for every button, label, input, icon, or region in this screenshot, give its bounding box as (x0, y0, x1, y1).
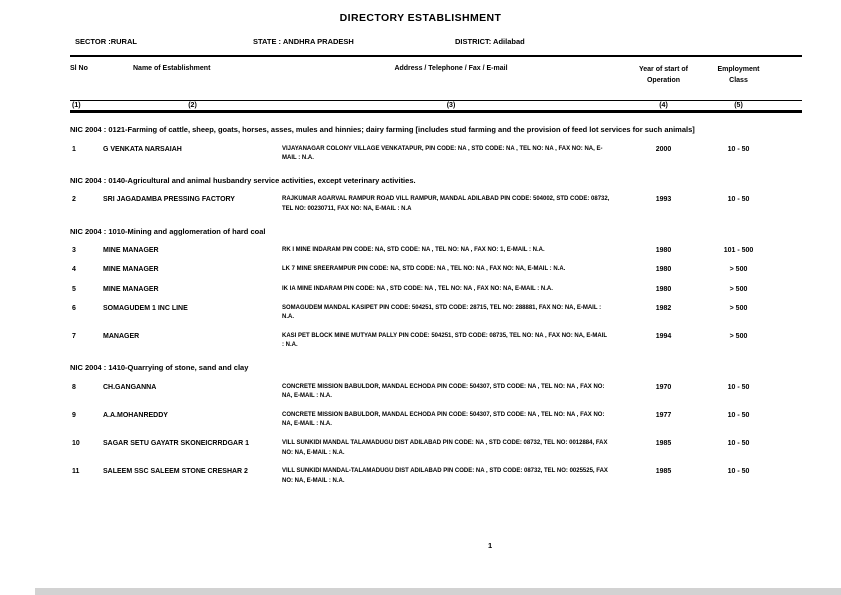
page-title: DIRECTORY ESTABLISHMENT (339, 12, 502, 24)
cell-establishment-name: MINE MANAGER (103, 266, 159, 274)
district-label: DISTRICT: Adilabad (455, 37, 525, 46)
cell-employment-class: > 500 (729, 285, 748, 293)
cell-sl-no: 3 (72, 247, 76, 255)
cell-establishment-name: MINE MANAGER (103, 247, 159, 255)
cell-establishment-name: A.A.MOHANREDDY (103, 411, 168, 419)
header-bottom-rule (70, 110, 802, 113)
cell-address: CONCRETE MISSION BABULDOR, MANDAL ECHODA PIN CODE: 504307, STD CODE: NA , TEL NO: NA , FAX NO: NA, E-MAIL : N.A. (282, 383, 605, 400)
cell-establishment-name: MINE MANAGER (103, 285, 159, 293)
cell-year-of-start: 1980 (655, 266, 672, 274)
cell-address: CONCRETE MISSION BABULDOR, MANDAL ECHODA PIN CODE: 504307, STD CODE: NA , TEL NO: NA , FAX NO: NA, E-MAIL : N.A. (282, 411, 605, 428)
cell-address: LK 7 MINE SREERAMPUR PIN CODE: NA, STD CODE: NA , TEL NO: NA , FAX NO: NA, E-MAIL : N.A. (282, 266, 566, 273)
cell-employment-class: 101 - 500 (723, 247, 754, 255)
cell-sl-no: 9 (72, 411, 76, 419)
cell-establishment-name: SALEEM SSC SALEEM STONE CRESHAR 2 (103, 468, 248, 476)
column-number-3: (3) (446, 102, 456, 109)
nic-section-heading: NIC 2004 : 0121-Farming of cattle, sheep, goats, horses, asses, mules and hinnies; dairy farming [includes stud farming and the provision of feed lot services for such animals] (70, 125, 695, 134)
cell-employment-class: > 500 (729, 332, 748, 340)
cell-employment-class: 10 - 50 (727, 145, 750, 153)
cell-address: KASI PET BLOCK MINE MUTYAM PALLY PIN CODE: 504251, STD CODE: 08735, TEL NO: NA , FAX NO: NA, E-MAIL : N.A. (282, 332, 607, 349)
cell-address: RK I MINE INDARAM PIN CODE: NA, STD CODE: NA , TEL NO: NA , FAX NO: 1, E-MAIL : N.A. (282, 247, 545, 254)
cell-year-of-start: 1985 (655, 468, 672, 476)
table-row (70, 145, 802, 164)
cell-sl-no: 5 (72, 285, 76, 293)
cell-sl-no: 2 (72, 196, 76, 204)
cell-employment-class: 10 - 50 (727, 411, 750, 419)
cell-sl-no: 11 (72, 468, 80, 476)
cell-employment-class: 10 - 50 (727, 468, 750, 476)
nic-section-heading: NIC 2004 : 1410-Quarrying of stone, sand and clay (70, 363, 249, 373)
cell-year-of-start: 1985 (655, 440, 672, 448)
table-row (70, 467, 802, 486)
cell-year-of-start: 1980 (655, 247, 672, 255)
table-row (70, 265, 802, 275)
report-meta (0, 37, 841, 49)
cell-address: SOMAGUDEM MANDAL KASIPET PIN CODE: 504251, STD CODE: 28715, TEL NO: 288881, FAX NO: NA, E-MAIL : N.A. (282, 304, 602, 321)
cell-year-of-start: 1993 (655, 196, 672, 204)
cell-employment-class: 10 - 50 (727, 383, 750, 391)
cell-establishment-name: CH.GANGANNA (103, 383, 157, 391)
cell-sl-no: 7 (72, 332, 76, 340)
cell-establishment-name: MANAGER (103, 332, 140, 340)
table-row (70, 332, 802, 351)
header-sl-no: Sl No (70, 65, 88, 72)
cell-employment-class: 10 - 50 (727, 196, 750, 204)
column-number-4: (4) (659, 102, 668, 109)
cell-establishment-name: G VENKATA NARSAIAH (103, 145, 182, 153)
table-row (70, 195, 802, 214)
cell-employment-class: > 500 (729, 266, 748, 274)
column-numbers-row (70, 101, 802, 110)
cell-address: VILL SUNKIDI MANDAL TALAMADUGU DIST ADILABAD PIN CODE: NA , STD CODE: 08732, TEL NO: 0012884, FAX NO: NA, E-MAIL : N.A. (282, 440, 608, 456)
sector-label: SECTOR :RURAL (75, 37, 137, 46)
horizontal-scrollbar[interactable] (35, 588, 841, 595)
table-row (70, 285, 802, 295)
cell-address: IK IA MINE INDARAM PIN CODE: NA , STD CODE: NA , TEL NO: NA , FAX NO: NA, E-MAIL : N.A. (282, 285, 553, 292)
cell-sl-no: 1 (72, 145, 76, 153)
state-label: STATE : ANDHRA PRADESH (253, 37, 354, 46)
cell-employment-class: > 500 (729, 304, 748, 312)
cell-address: VILL SUNKIDI MANDAL-TALAMADUGU DIST ADILABAD PIN CODE: NA , STD CODE: 08732, TEL NO: 0025525, FAX NO: NA, E-MAIL : N.A. (282, 468, 608, 484)
cell-establishment-name: SOMAGUDEM 1 INC LINE (103, 304, 188, 312)
cell-year-of-start: 1977 (655, 411, 672, 419)
cell-year-of-start: 2000 (655, 145, 672, 153)
table-row (70, 439, 802, 458)
cell-year-of-start: 1970 (655, 383, 672, 391)
cell-year-of-start: 1994 (655, 332, 672, 340)
cell-sl-no: 10 (72, 440, 80, 448)
header-employment-class: Employment Class (717, 66, 760, 84)
cell-address: VIJAYANAGAR COLONY VILLAGE VENKATAPUR, PIN CODE: NA , STD CODE: NA , TEL NO: NA , FAX NO: NA, E-MAIL : N.A. (282, 145, 603, 162)
cell-employment-class: 10 - 50 (727, 440, 750, 448)
header-establishment: Name of Establishment (133, 65, 211, 72)
table-row (70, 246, 802, 256)
table-header-row (70, 57, 802, 100)
table-body (70, 124, 802, 486)
column-number-2: (2) (188, 102, 197, 109)
column-number-5: (5) (734, 102, 743, 109)
cell-year-of-start: 1980 (655, 285, 672, 293)
page-number: 1 (488, 541, 493, 550)
header-address: Address / Telephone / Fax / E-mail (394, 65, 508, 72)
cell-sl-no: 6 (72, 304, 76, 312)
cell-sl-no: 4 (72, 266, 76, 274)
nic-section-heading: NIC 2004 : 1010-Mining and agglomeration of hard coal (70, 226, 266, 236)
nic-section-heading: NIC 2004 : 0140-Agricultural and animal husbandry service activities, except veterinary activities. (70, 175, 416, 185)
table-row (70, 411, 802, 430)
cell-address: RAJKUMAR AGARVAL RAMPUR ROAD VILL RAMPUR, MANDAL ADILABAD PIN CODE: 504002, STD CODE: 08732, TEL NO: 00230711, FAX NO: NA, E-MAIL : N.A (282, 196, 610, 213)
table-row (70, 383, 802, 402)
header-year-of-start: Year of start of Operation (638, 66, 688, 84)
cell-establishment-name: SAGAR SETU GAYATR SKONEICRRDGAR 1 (103, 440, 249, 448)
cell-year-of-start: 1982 (655, 304, 672, 312)
table-row (70, 304, 802, 323)
cell-sl-no: 8 (72, 383, 76, 391)
column-number-1: (1) (72, 102, 81, 109)
cell-establishment-name: SRI JAGADAMBA PRESSING FACTORY (103, 196, 235, 204)
directory-table (70, 55, 802, 495)
